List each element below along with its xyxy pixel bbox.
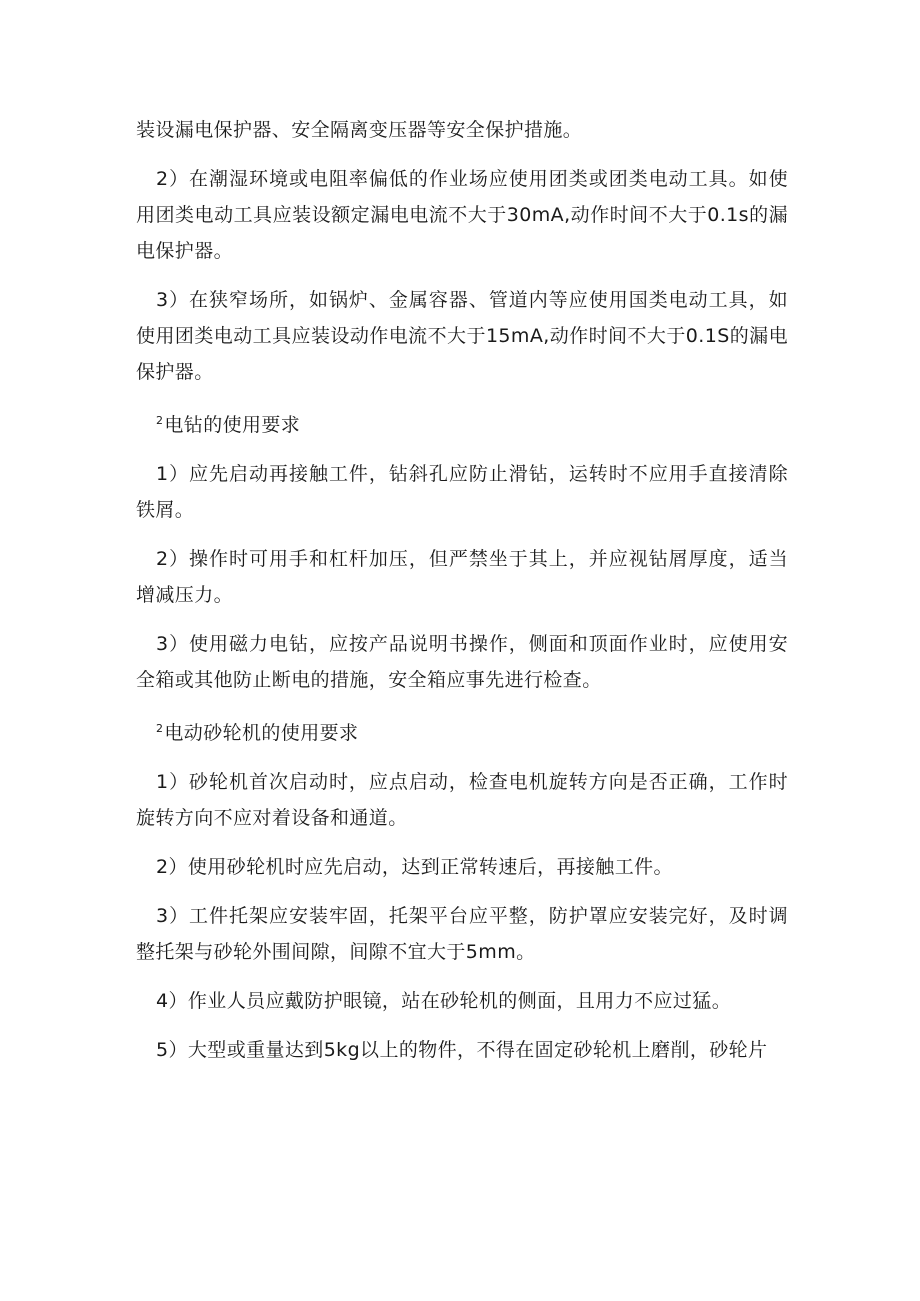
section-heading-drill bbox=[136, 403, 788, 443]
grinder-item-4: 4）作业人员应戴防护眼镜，站在砂轮机的侧面，且用力不应过猛。 bbox=[156, 990, 732, 1012]
paragraph-protection-measures: 装设漏电保护器、安全隔离变压器等安全保护措施。 bbox=[136, 119, 583, 141]
grinder-item-1: 1）砂轮机首次启动时，应点启动，检查电机旋转方向是否正确，工作时旋转方向不应对着设备和通道。 bbox=[136, 771, 788, 829]
section-heading-grinder bbox=[136, 711, 788, 751]
grinder-item-5: 5）大型或重量达到5kg以上的物件，不得在固定砂轮机上磨削，砂轮片 bbox=[156, 1039, 768, 1061]
drill-item-2: 2）操作时可用手和杠杆加压，但严禁坐于其上，并应视钻屑厚度，适当增减压力。 bbox=[136, 548, 788, 606]
section-title: 电钻的使用要求 bbox=[164, 414, 301, 436]
paragraph-narrow-spaces: 3）在狭窄场所，如锅炉、金属容器、管道内等应使用国类电动工具，如使用团类电动工具应装设动作电流不大于15mA,动作时间不大于0.1S的漏电保护器。 bbox=[136, 289, 788, 383]
section-number: 2 bbox=[156, 414, 164, 427]
drill-item-1: 1）应先启动再接触工件，钻斜孔应防止滑钻，运转时不应用手直接清除铁屑。 bbox=[136, 463, 788, 521]
section-number: 2 bbox=[156, 722, 164, 735]
drill-item-3: 3）使用磁力电钻，应按产品说明书操作，侧面和顶面作业时，应使用安全箱或其他防止断电的措施，安全箱应事先进行检查。 bbox=[136, 633, 788, 691]
document-body bbox=[136, 112, 788, 1081]
grinder-item-3: 3）工件托架应安装牢固，托架平台应平整，防护罩应安装完好，及时调整托架与砂轮外围间隙，间隙不宜大于5mm。 bbox=[136, 905, 788, 963]
section-title: 电动砂轮机的使用要求 bbox=[164, 722, 359, 744]
paragraph-humid-environment: 2）在潮湿环境或电阻率偏低的作业场应使用团类或团类电动工具。如使用团类电动工具应装设额定漏电电流不大于30mA,动作时间不大于0.1s的漏电保护器。 bbox=[136, 168, 788, 262]
grinder-item-2: 2）使用砂轮机时应先启动，达到正常转速后，再接触工件。 bbox=[156, 856, 673, 878]
